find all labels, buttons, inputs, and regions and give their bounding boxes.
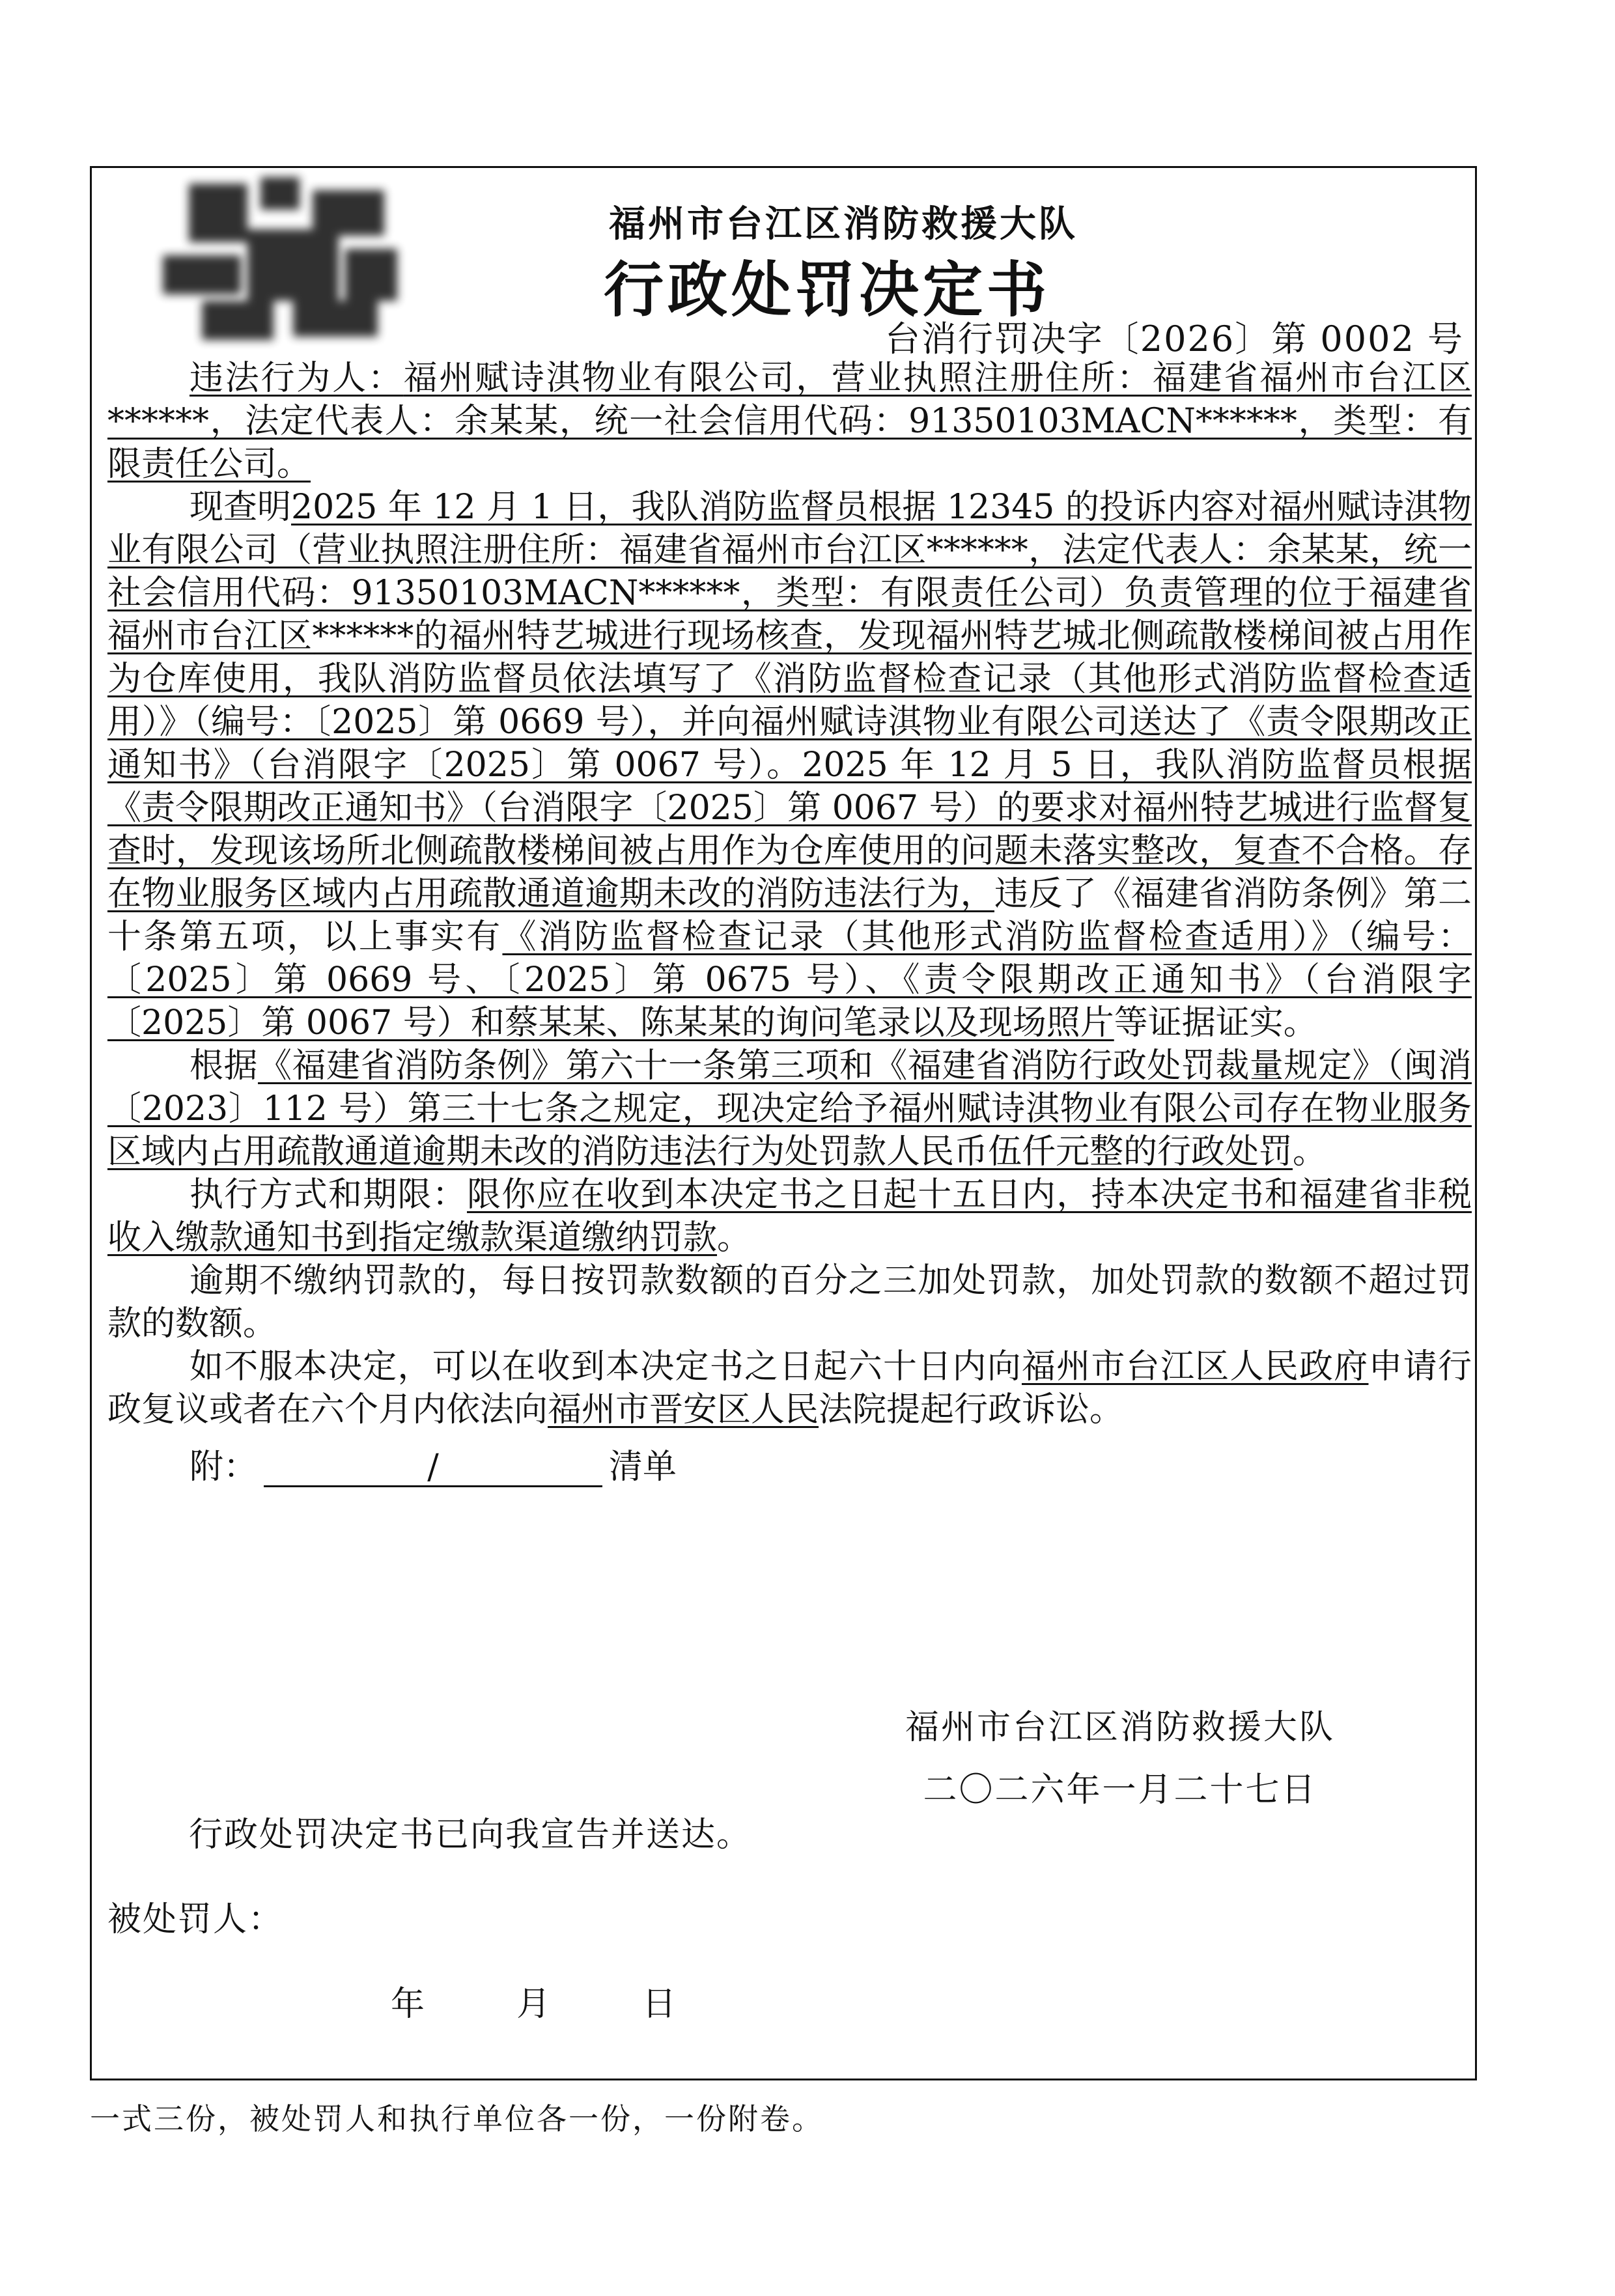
- signature-agency: 福州市台江区消防救援大队: [905, 1708, 1336, 1747]
- appeal-paragraph: [107, 1345, 1472, 1431]
- attachment-blank: /: [264, 1449, 602, 1487]
- signature-date: 二〇二六年一月二十七日: [923, 1771, 1317, 1810]
- appeal-text-2: 申请行政复议或者在六个月内依法向: [107, 1347, 1472, 1429]
- offender-label: 违法行为人：: [190, 359, 404, 398]
- appeal-text-1: 如不服本决定，可以在收到本决定书之日起六十日内向: [190, 1347, 1022, 1386]
- document-body: [107, 357, 1472, 1489]
- offender-paragraph: [107, 357, 1472, 486]
- execution-lead: 执行方式和期限：: [190, 1175, 467, 1214]
- acknowledgement-text: 行政处罚决定书已向我宣告并送达。: [189, 1815, 752, 1855]
- sign-date-day: 日: [642, 1985, 677, 2024]
- late-fee-paragraph: 逾期不缴纳罚款的，每日按罚款数额的百分之三加处罚款，加处罚款的数额不超过罚款的数额。: [107, 1261, 1472, 1343]
- sign-date-line: [391, 1976, 676, 2025]
- appeal-government: 福州市台江区人民政府: [1021, 1347, 1369, 1386]
- facts-underlined-1: 2025 年 12 月 1 日，我队消防监督员根据 12345 的投诉内容对福州赋诗淇物业有限公司（营业执照注册住所：福建省福州市台江区******，法定代表人：余某某，统一社会信用代码：91350103MACN******，类型：有限责任公司）负责管理的位于福建省福州市台江区******的福州特艺城进行现场核查，发现福州特艺城北侧疏散楼梯间被占用作为仓库使用，我队消防监督员依法填写了《消防监督检查记录（其他形式消防监督检查适用）》（编号：〔2025〕第 0669 号），并向福州赋诗淇物业有限公司送达了《责令限期改正通知书》（台消限字〔2025〕第 0067 号）。2025 年 12 月 5 日，我队消防监督员根据《责令限期改正通知书》（台消限字〔2025〕第 0067 号）的要求对福州特艺城进行监督复查时，发现该场所北侧疏散楼梯间被占用作为仓库使用的问题未落实整改，复查不合格。存在物业服务区域内占用疏散通道逾期未改的消防违法行为，: [107, 488, 1472, 914]
- punished-party-label: 被处罚人：: [107, 1900, 284, 1939]
- sign-date-year: 年: [391, 1985, 425, 2024]
- page-title: 行政处罚决定书: [603, 255, 1050, 325]
- offender-details: 福州赋诗淇物业有限公司，营业执照注册住所：福建省福州市台江区******，法定代表人：余某某，统一社会信用代码：91350103MACN******，类型：有限责任公司。: [107, 359, 1472, 484]
- basis-decision: 《福建省消防条例》第六十一条第三项和《福建省消防行政处罚裁量规定》（闽消〔2023〕112 号）第三十七条之规定，现决定给予福州赋诗淇物业有限公司存在物业服务区域内占用疏散通道逾期未改的消防违法行为处罚款人民币伍仟元整的行政处罚: [107, 1046, 1472, 1171]
- footnote: 一式三份，被处罚人和执行单位各一份，一份附卷。: [90, 2101, 824, 2136]
- issuing-agency: 福州市台江区消防救援大队: [609, 203, 1078, 245]
- document-number: 台消行罚决字〔2026〕第 0002 号: [884, 318, 1464, 359]
- basis-lead: 根据: [190, 1046, 259, 1085]
- facts-evidence: 《消防监督检查记录（其他形式消防监督检查适用）》（编号：〔2025〕第 0669 号、〔2025〕第 0675 号）、《责令限期改正通知书》（台消限字〔2025〕第 0067 号）和蔡某某、陈某某的询问笔录以及现场照片: [107, 917, 1472, 1043]
- appeal-text-3: 法院提起行政诉讼。: [819, 1390, 1124, 1429]
- basis-tail: 。: [1293, 1132, 1327, 1171]
- attachment-label: 附：: [190, 1448, 258, 1487]
- facts-plain-2: 等证据证实。: [1114, 1003, 1317, 1043]
- facts-lead: 现查明: [190, 488, 292, 527]
- facts-paragraph: [107, 486, 1472, 1044]
- execution-paragraph: [107, 1173, 1472, 1259]
- basis-paragraph: [107, 1044, 1472, 1173]
- signature-block: [905, 1696, 1335, 1821]
- attachment-suffix: 清单: [609, 1448, 677, 1487]
- sign-date-month: 月: [516, 1985, 551, 2024]
- appeal-court: 福州市晋安区人民: [548, 1390, 819, 1429]
- facts-plain-1: 违反了《福建省消防条例》第二十条第五项，以上事实有: [107, 875, 1472, 957]
- execution-tail: 。: [717, 1218, 751, 1257]
- execution-terms: 限你应在收到本决定书之日起十五日内，持本决定书和福建省非税收入缴款通知书到指定缴款渠道缴纳罚款: [107, 1175, 1472, 1257]
- attachment-line: [107, 1446, 1472, 1489]
